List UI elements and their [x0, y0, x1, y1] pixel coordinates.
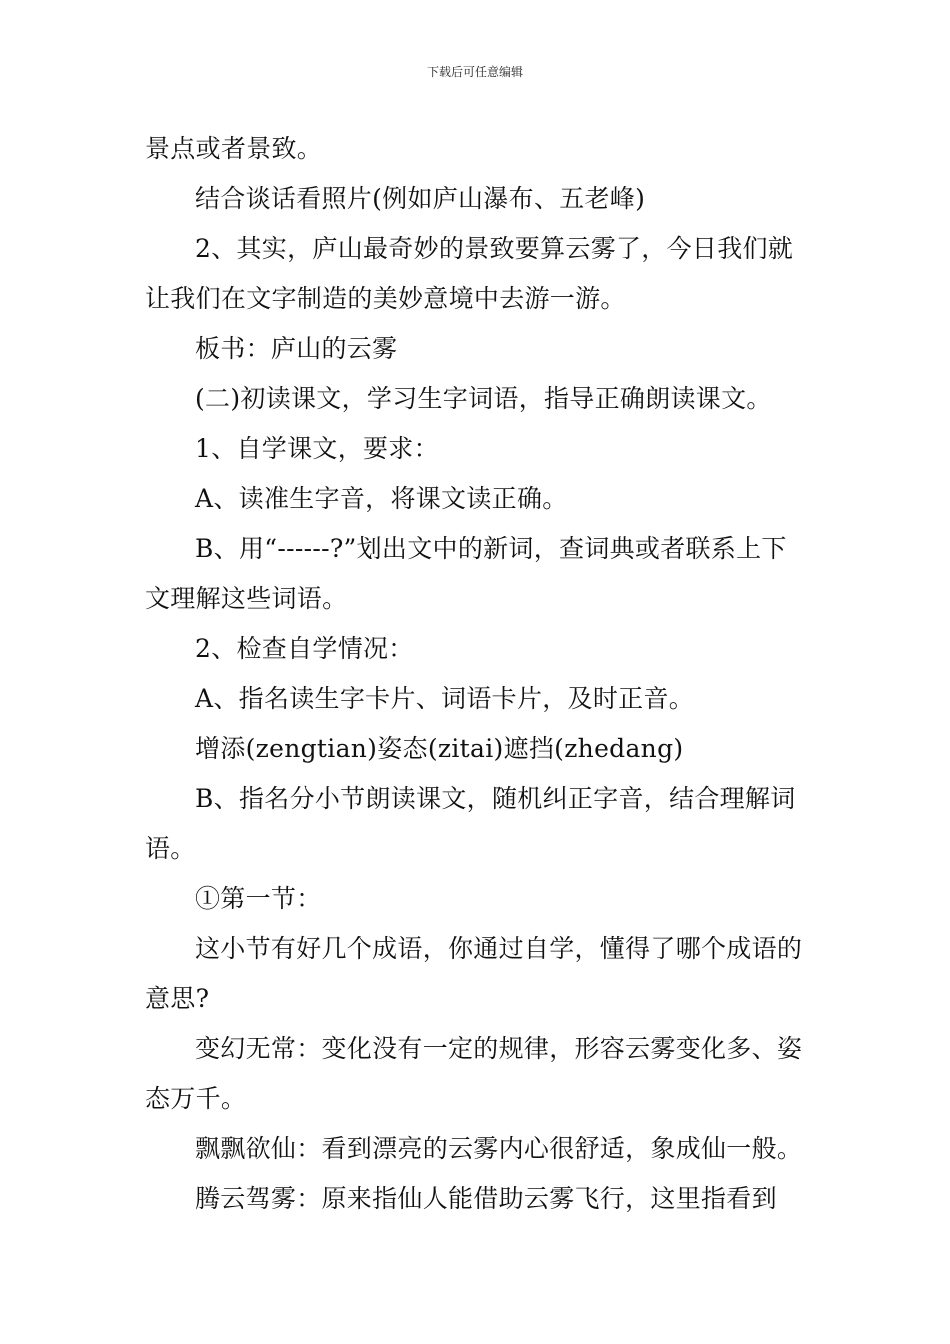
paragraph: 板书：庐山的云雾 — [195, 334, 398, 363]
paragraph: 增添(zengtian)姿态(zitai)遮挡(zhedang) — [195, 734, 684, 763]
paragraph: (二)初读课文，学习生字词语，指导正确朗读课文。 — [195, 384, 772, 413]
page-header: 下载后可任意编辑 — [426, 65, 523, 79]
paragraph: 结合谈话看照片(例如庐山瀑布、五老峰) — [195, 184, 646, 213]
paragraph: A、读准生字音，将课文读正确。 — [195, 484, 568, 513]
paragraph: 这小节有好几个成语，你通过自学，懂得了哪个成语的意思? — [145, 934, 803, 1013]
document-body — [145, 124, 807, 1224]
paragraph: 2、检查自学情况： — [195, 634, 414, 663]
paragraph: 变幻无常：变化没有一定的规律，形容云雾变化多、姿态万千。 — [145, 1034, 803, 1113]
paragraph: 1、自学课文，要求： — [195, 434, 439, 463]
paragraph: 景点或者景致。 — [145, 134, 323, 163]
paragraph: B、用“------?”划出文中的新词，查词典或者联系上下文理解这些词语。 — [145, 534, 787, 613]
paragraph: 飘飘欲仙：看到漂亮的云雾内心很舒适，象成仙一般。 — [195, 1134, 803, 1163]
paragraph: A、指名读生字卡片、词语卡片，及时正音。 — [195, 684, 695, 713]
paragraph: 2、其实，庐山最奇妙的景致要算云雾了，今日我们就让我们在文字制造的美妙意境中去游一游。 — [145, 234, 794, 313]
paragraph: B、指名分小节朗读课文，随机纠正字音，结合理解词语。 — [145, 784, 796, 863]
paragraph: 腾云驾雾：原来指仙人能借助云雾飞行，这里指看到 — [195, 1184, 777, 1213]
paragraph: ①第一节： — [195, 884, 322, 913]
